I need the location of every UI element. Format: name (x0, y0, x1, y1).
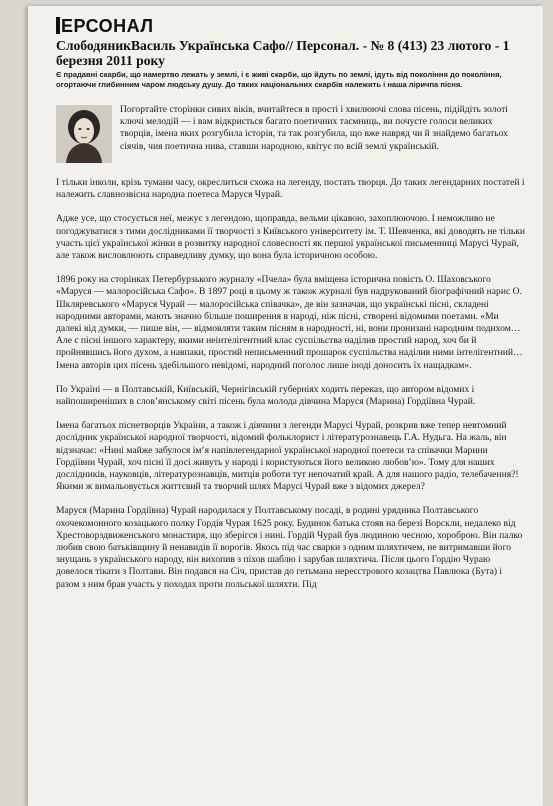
paragraph-1 (56, 104, 526, 165)
paragraph-4: 1896 року на сторінках Петербурзького журналу «Пчела» була вміщена історична повість О. Шаховського «Маруся — малоросійська Сафо». В 1897 році в цьому ж також журналі був надрукований біографічний нарис О. Шкляревського «Маруся Чурай — малоросійська співачка», де він зазначав, що українські пісні, складені народними авторами, мають значно більше поширення в народі, ніж пісні, створені відомими поетами. «Ми далекі від думки, — пише він, — відмовляти таким пісням в народності, ні, вони пронизані народним подихом… Але є пісні іншого характеру, якими неінтелігентний клас суспільства наділив простий народ, хоч би й пройнявшись його духом, а навпаки, простий неписьменний прошарок суспільства наділив ними інтелігентний… Імена авторів цих пісень здебільшого невідомі, народний поголос лише іноді доносить їх нащадкам». (56, 274, 523, 371)
article (56, 16, 526, 591)
logo-bar (56, 17, 60, 34)
paragraph-1-text: Погортайте сторінки сивих віків, вчитайтеся в прості і хвилюючі слова пісень, підійдіть золоті ключі мелодій — і вам відкриється багато поетичних таємниць, ви почуєте голоси великих творців, імена яких розгубила історія, та так розгубила, що вже навряд чи й знайдемо багатьох сіячів, чия поетична нива, ставши народною, квітує по всій землі українській. (120, 104, 508, 152)
portrait-drawing (56, 105, 112, 163)
article-lead: Є прадавні скарби, що намертво лежать у землі, і є живі скарби, що йдуть по землі, ідуть від покоління до покоління, огортаючи глибинним чаром людську душу. До таких національних скарбів належить і наша ліричпа пісня. (56, 70, 502, 89)
masthead-text: ЕРСОНАЛ (61, 16, 154, 36)
paragraph-5: По Україні — в Полтавській, Київській, Чернігівській губерніях ходить переказ, що автором відомих і найпоширеніших в слов’янському світі пісень була молода дівчина Маруся (Марина) Гордіївна Чурай. (56, 383, 476, 408)
article-citation-title: СлободяникВасиль Українська Сафо// Персонал. - № 8 (413) 23 лютого - 1 березня 2011 року (56, 38, 510, 68)
newspaper-masthead (56, 16, 526, 36)
paragraph-3: Адже усе, що стосується неї, межує з легендою, щоправда, вельми цікавою, захоплюючою. І неможливо не погоджуватися з тими дослідниками її творчості з Київського університету ім. Т. Шевченка, які доводять не тільки участь цієї української жінки в розвитку народної словесності як першої української письменниці Марусі Чурай, але також висловлюють справедливу думку, що вона була історичною особою. (56, 213, 526, 262)
portrait-image (56, 105, 112, 163)
paragraph-6: Імена багатьох піснетворців України, а також і дівчини з легенди Марусі Чурай, розкрив вже тепер невтомний дослідник української народної творчості, відомий фольклорист і літературознавець Г.А. Нудьга. На жаль, він відзначає: «Нині майже забулося ім’я напівлегендарної української народної поетеси та співачки Марини Гордіївни Чурай, хоч пісні її досі живуть у народі і користуються його великою любов’ю». Тому для наших дослідників, науковців, літературознавців, митців роботи тут непочатий край. А для нашого радіо, телебачення?! Якими ж вимальовується життєвий та творчий шлях Марусі Чурай вже з відомих джерел? (56, 420, 519, 493)
paragraph-7: Маруся (Марина Гордіївна) Чурай народилася у Полтавському посаді, в родині урядника Полтавського охочекомонного козацького полку Гордія Чурая 1625 року. Будинок батька стояв на березі Ворскли, недалеко від Хрестоворздвиженського монастиря, що зберігся і нині. Гордій Чурай був людиною чесною, хороброю. Він палко любив свою батьківщину й ненавидів її ворогів. Якось під час сварки з одним шляхтичем, не витримавши його знущань з українського народу, він вихопив з піхов шаблю і зарубав шляхтича. Після цього Гордію Чураю довелося тікати з Полтави. Він подався на Січ, пристав до гетьмана нереєстрового козацтва Павлюка (Бута) і разом з ним брав участь у походах проти польської шляхти. Під (56, 505, 523, 590)
paper-sheet (28, 6, 543, 806)
paragraph-2: І тільки інколи, крізь тумани часу, окреслиться схожа на легенду, постать творця. До таких легендарних постатей і належить славнозвісна народна поетеса Маруся Чурай. (56, 177, 525, 201)
